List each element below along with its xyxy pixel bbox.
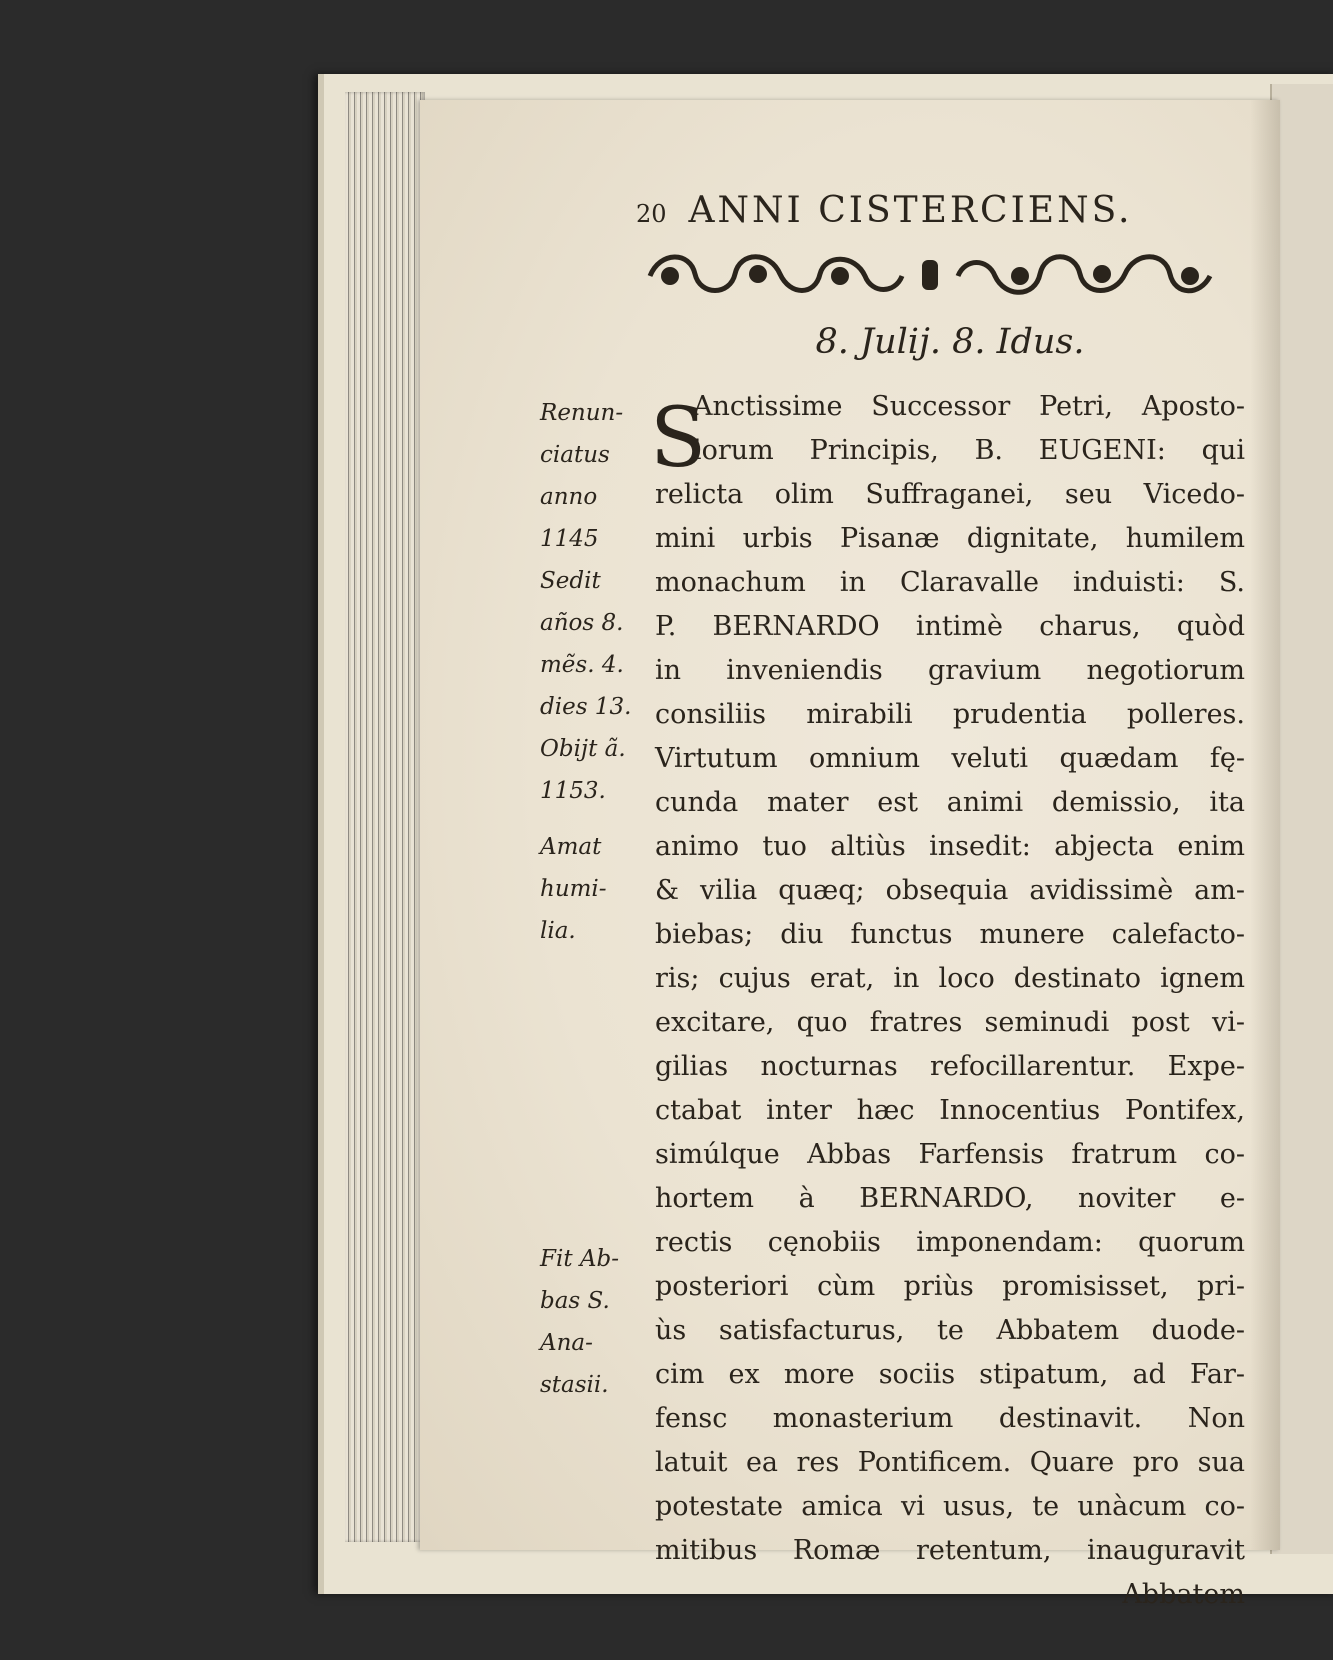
- body-line: mini urbis Pisanæ dignitate, humilem: [655, 523, 1245, 554]
- body-text: [655, 385, 1245, 1610]
- body-line: hortem à BERNARDO, noviter e-: [655, 1183, 1245, 1214]
- margin-note-line: Amat: [540, 834, 602, 860]
- running-head-title: ANNI CISTERCIENS.: [688, 190, 1133, 231]
- body-line: animo tuo altiùs insedit: abjecta enim: [655, 831, 1245, 862]
- body-line: relicta olim Suffraganei, seu Vicedo-: [655, 479, 1245, 510]
- drop-cap: S: [650, 391, 707, 486]
- margin-note-fit-abbas: [540, 1238, 650, 1406]
- body-line: ùs satisfacturus, te Abbatem duode-: [655, 1315, 1245, 1346]
- body-line: excitare, quo fratres seminudi post vi-: [655, 1007, 1245, 1038]
- body-line: lorum Principis, B. EUGENI: qui: [693, 435, 1245, 466]
- body-line: mitibus Romæ retentum, inauguravit: [655, 1535, 1245, 1566]
- page-edges: [345, 92, 425, 1542]
- body-line: biebas; diu functus munere calefacto-: [655, 919, 1245, 950]
- body-line: Virtutum omnium veluti quædam fę-: [655, 743, 1245, 774]
- body-line: gilias nocturnas refocillarentur. Expe-: [655, 1051, 1245, 1082]
- ornament-band: [640, 246, 1220, 304]
- body-line: cim ex more sociis stipatum, ad Far-: [655, 1359, 1245, 1390]
- body-line: & vilia quæq; obsequia avidissimè am-: [655, 875, 1245, 906]
- page-number: 20: [636, 200, 667, 228]
- body-line: potestate amica vi usus, te unàcum co-: [655, 1491, 1245, 1522]
- date-heading: 8. Julij. 8. Idus.: [815, 322, 1085, 362]
- body-line: consiliis mirabili prudentia polleres.: [655, 699, 1245, 730]
- margin-note-line: Obijt ã.: [540, 736, 626, 762]
- margin-note-line: ciatus: [540, 442, 610, 468]
- body-line: monachum in Claravalle induisti: S.: [655, 567, 1245, 598]
- body-line: Anctissime Successor Petri, Aposto-: [693, 391, 1245, 422]
- margin-note-line: mẽs. 4.: [540, 652, 624, 678]
- margin-note-line: Renun-: [540, 400, 624, 426]
- margin-note-line: anno: [540, 484, 598, 510]
- margin-note-renunciatus: [540, 392, 650, 812]
- body-line: P. BERNARDO intimè charus, quòd: [655, 611, 1245, 642]
- margin-note-line: 1145: [540, 526, 599, 552]
- margin-note-line: 1153.: [540, 778, 606, 804]
- body-line: rectis cęnobiis imponendam: quorum: [655, 1227, 1245, 1258]
- margin-note-line: Ana-: [540, 1330, 593, 1356]
- body-line: ctabat inter hæc Innocentius Pontifex,: [655, 1095, 1245, 1126]
- catchword: Abbatem: [1122, 1579, 1245, 1610]
- body-line: cunda mater est animi demissio, ita: [655, 787, 1245, 818]
- margin-note-line: humi-: [540, 876, 607, 902]
- body-line: in inveniendis gravium negotiorum: [655, 655, 1245, 686]
- body-line: posteriori cùm priùs promisisset, pri-: [655, 1271, 1245, 1302]
- margin-note-line: Sedit: [540, 568, 601, 594]
- margin-note-line: años 8.: [540, 610, 624, 636]
- margin-note-line: bas S.: [540, 1288, 610, 1314]
- running-head: [636, 190, 1216, 240]
- margin-note-line: lia.: [540, 918, 576, 944]
- body-line: latuit ea res Pontificem. Quare pro sua: [655, 1447, 1245, 1478]
- body-line: simúlque Abbas Farfensis fratrum co-: [655, 1139, 1245, 1170]
- margin-note-amat-humilia: [540, 826, 650, 952]
- margin-note-line: dies 13.: [540, 694, 632, 720]
- body-line: ris; cujus erat, in loco destinato ignem: [655, 963, 1245, 994]
- body-line: fensc monasterium destinavit. Non: [655, 1403, 1245, 1434]
- margin-note-line: Fit Ab-: [540, 1246, 619, 1272]
- margin-note-line: stasii.: [540, 1372, 609, 1398]
